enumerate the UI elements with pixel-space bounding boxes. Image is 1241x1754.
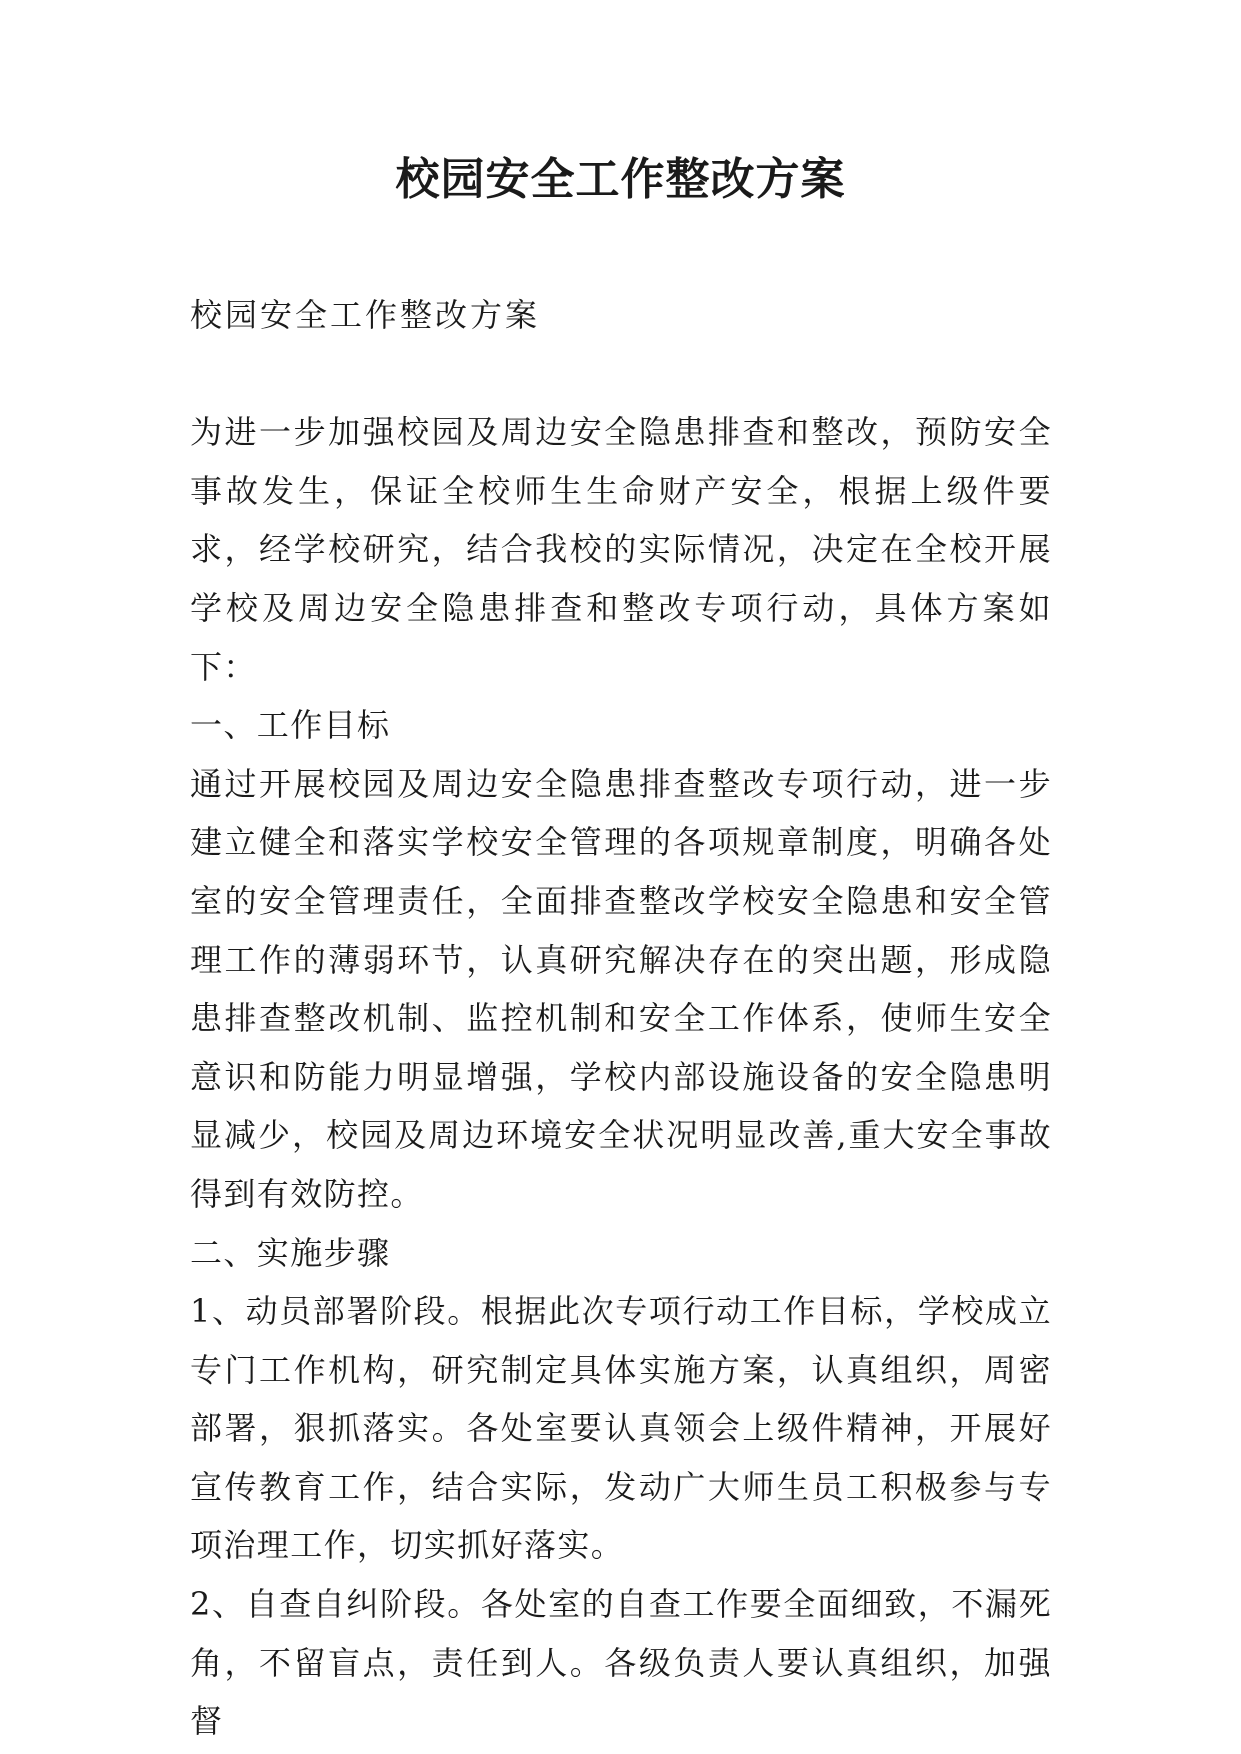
goals-paragraph: 通过开展校园及周边安全隐患排查整改专项行动，进一步建立健全和落实学校安全管理的各项规章制度，明确各处室的安全管理责任，全面排查整改学校安全隐患和安全管理工作的薄弱环节，认真研究解决存在的突出题，形成隐患排查整改机制、监控机制和安全工作体系，使师生安全意识和防能力明显增强，学校内部设施设备的安全隐患明显减少，校园及周边环境安全状况明显改善,重大安全事故得到有效防控。	[190, 764, 1052, 1213]
intro-paragraph: 为进一步加强校园及周边安全隐患排查和整改，预防安全事故发生，保证全校师生生命财产安全，根据上级件要求，经学校研究，结合我校的实际情况，决定在全校开展学校及周边安全隐患排查和整改专项行动，具体方案如下：	[190, 413, 1052, 686]
document-body	[190, 286, 1052, 1751]
step-2-paragraph: 2、自查自纠阶段。各处室的自查工作要全面细致，不漏死角，不留盲点，责任到人。各级负责人要认真组织，加强督	[190, 1585, 1052, 1741]
step-1-paragraph: 1、动员部署阶段。根据此次专项行动工作目标，学校成立专门工作机构，研究制定具体实施方案，认真组织，周密部署，狠抓落实。各处室要认真领会上级件精神，开展好宣传教育工作，结合实际，发动广大师生员工积极参与专项治理工作，切实抓好落实。	[190, 1292, 1052, 1565]
document-subtitle: 校园安全工作整改方案	[190, 296, 541, 334]
document-title: 校园安全工作整改方案	[395, 154, 846, 205]
section-heading-goals: 一、工作目标	[190, 706, 391, 745]
section-heading-steps: 二、实施步骤	[190, 1233, 391, 1272]
